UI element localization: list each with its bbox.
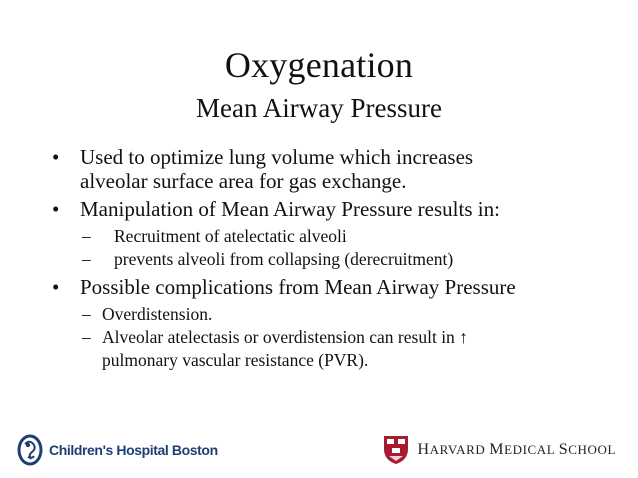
harvard-shield-icon — [383, 435, 409, 465]
slide-subtitle: Mean Airway Pressure — [196, 93, 442, 123]
bullet-glyph: • — [52, 197, 60, 221]
sub-bullet-text: prevents alveoli from collapsing (derecruitment) — [114, 249, 454, 269]
sub-bullet-text: Overdistension. — [102, 304, 213, 324]
bullet-text: Used to optimize lung volume which increases — [80, 145, 474, 169]
bullet-glyph: • — [52, 145, 60, 169]
sub-bullet-item — [52, 303, 632, 326]
sub-bullet-item — [52, 225, 632, 248]
bullet-item — [52, 197, 632, 221]
childrens-hospital-boston-logo-icon — [16, 433, 44, 467]
sub-bullet-item-continuation — [52, 349, 632, 372]
sub-bullet-item — [52, 326, 632, 349]
dash-glyph: – — [82, 226, 91, 246]
bullet-text: alveolar surface area for gas exchange. — [80, 169, 407, 193]
harvard-medical-school-logo — [383, 434, 616, 466]
dash-glyph: – — [82, 327, 91, 347]
childrens-hospital-logo — [16, 433, 218, 467]
sub-bullet-text: Recruitment of atelectatic alveoli — [114, 226, 347, 246]
sub-bullet-text: pulmonary vascular resistance (PVR). — [102, 350, 369, 370]
sub-bullet-text: Alveolar atelectasis or overdistension can result in ↑ — [102, 327, 468, 347]
bullet-text: Manipulation of Mean Airway Pressure results in: — [80, 197, 500, 221]
slide-footer — [0, 425, 638, 469]
bullet-list — [52, 145, 632, 372]
bullet-item — [52, 145, 632, 193]
harvard-medical-school-text: HARVARD MEDICAL SCHOOL — [417, 441, 616, 458]
dash-glyph: – — [82, 304, 91, 324]
childrens-hospital-logo-text: Children's Hospital Boston — [49, 442, 218, 458]
bullet-glyph: • — [52, 275, 60, 299]
slide-title: Oxygenation — [224, 45, 414, 85]
dash-glyph: – — [82, 249, 91, 269]
bullet-text: Possible complications from Mean Airway Pressure — [80, 275, 516, 299]
sub-bullet-item — [52, 248, 632, 271]
bullet-item — [52, 275, 632, 299]
